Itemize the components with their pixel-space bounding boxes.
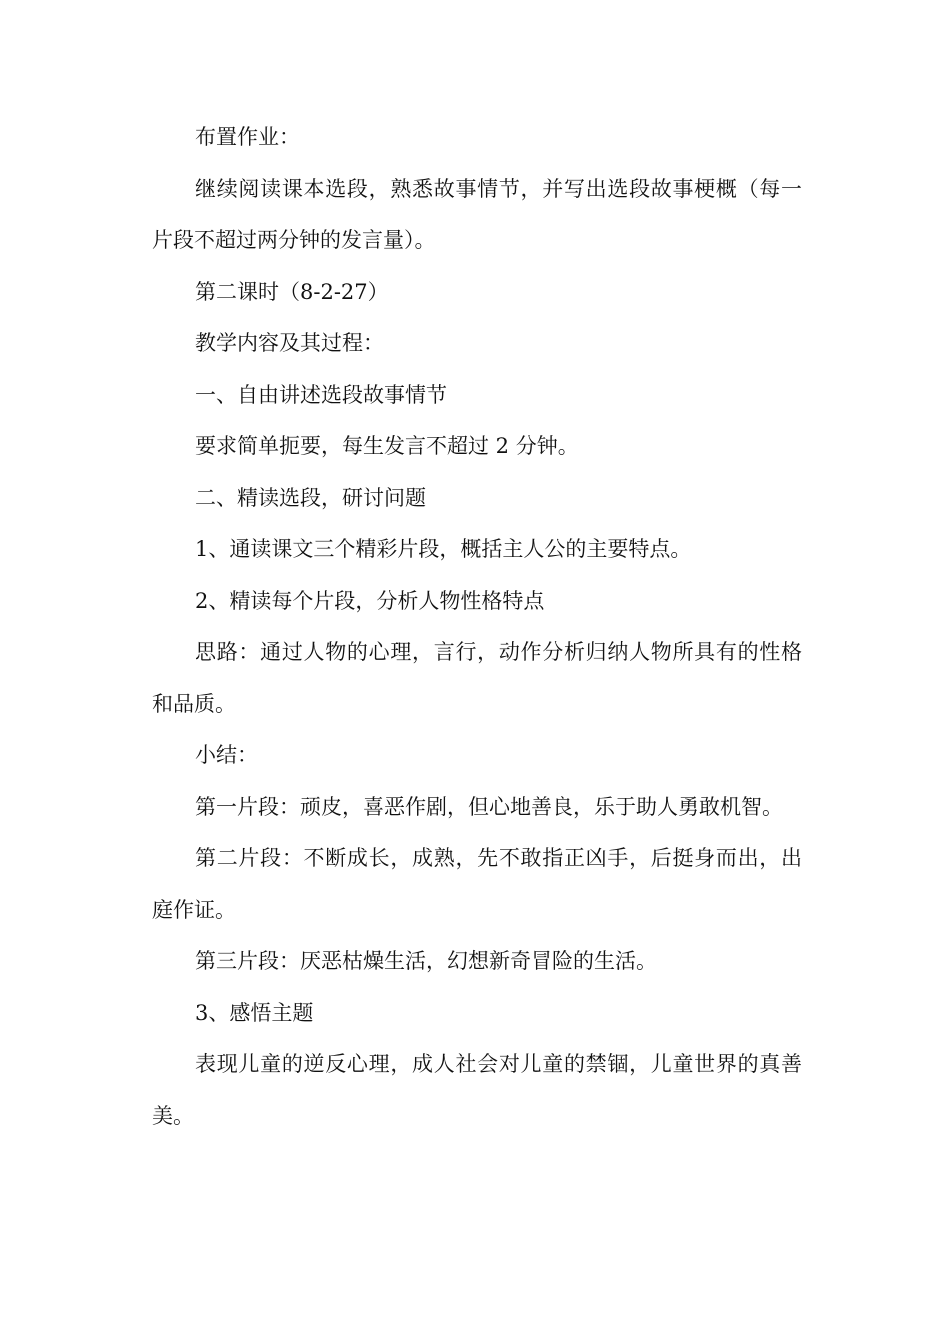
paragraph-summary-heading: 小结： [195,743,258,767]
paragraph-content-heading: 教学内容及其过程： [195,331,384,355]
paragraph-segment-three: 第三片段：厌恶枯燥生活，幻想新奇冒险的生活。 [195,949,657,973]
paragraph-homework-heading: 布置作业： [195,125,300,149]
paragraph-requirement: 要求简单扼要，每生发言不超过 2 分钟。 [195,434,579,458]
paragraph-second-lesson: 第二课时（8-2-27） [195,279,389,304]
paragraph-item-one: 1、通读课文三个精彩片段，概括主人公的主要特点。 [195,537,692,561]
paragraph-item-two: 2、精读每个片段，分析人物性格特点 [195,588,545,613]
paragraph-approach: 思路：通过人物的心理，言行，动作分析归纳人物所具有的性格和品质。 [152,640,802,716]
paragraph-item-three: 3、感悟主题 [195,1000,314,1025]
document-body [152,112,802,1142]
paragraph-segment-one: 第一片段：顽皮，喜恶作剧，但心地善良，乐于助人勇敢机智。 [195,794,783,819]
paragraph-section-two: 二、精读选段，研讨问题 [195,485,426,510]
paragraph-segment-two: 第二片段：不断成长，成熟，先不敢指正凶手，后挺身而出，出庭作证。 [152,846,802,922]
paragraph-section-one: 一、自由讲述选段故事情节 [195,382,447,407]
paragraph-theme: 表现儿童的逆反心理，成人社会对儿童的禁锢，儿童世界的真善美。 [152,1052,802,1128]
paragraph-homework-task: 继续阅读课本选段，熟悉故事情节，并写出选段故事梗概（每一片段不超过两分钟的发言量）。 [152,176,802,252]
